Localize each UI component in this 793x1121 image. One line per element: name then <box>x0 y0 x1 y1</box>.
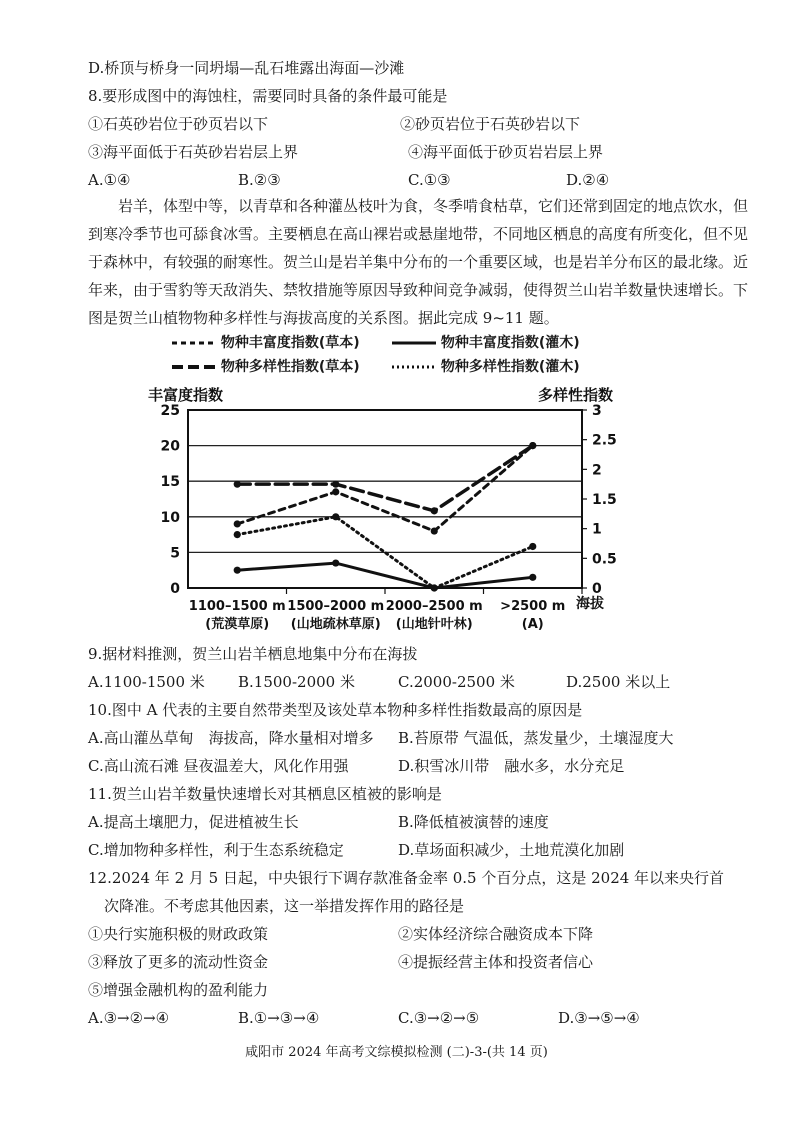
q8-condition-1: ①石英砂岩位于砂页岩以下 <box>88 115 269 133</box>
x-category-label: 2000–2500 m <box>385 599 483 614</box>
passage <box>88 192 748 332</box>
q11-option-a: A.提高土壤肥力，促进植被生长 <box>88 813 299 831</box>
q10-option-a: A.高山灌丛草甸 海拔高，降水量相对增多 <box>88 729 374 747</box>
chart-frame <box>188 410 582 588</box>
x-axis-title: 海拔 <box>576 596 604 612</box>
data-point <box>332 481 339 488</box>
data-point <box>332 513 339 520</box>
q8-condition-2: ②砂页岩位于石英砂岩以下 <box>400 115 581 133</box>
q8-option-d: D.②④ <box>566 171 610 189</box>
legend-item-shrub-richness <box>392 332 580 352</box>
legend-swatch-solid <box>392 338 436 348</box>
data-point <box>234 481 241 488</box>
q8-option-a: A.①④ <box>88 171 131 189</box>
q11-option-b: B.降低植被演替的速度 <box>398 813 549 831</box>
y-left-tick-label: 5 <box>170 545 180 562</box>
x-category-label: 1500–2000 m <box>287 599 385 614</box>
altitude-diversity-chart <box>0 380 793 640</box>
y-right-tick-label: 2 <box>592 462 602 479</box>
q12-choice-2: ②实体经济综合融资成本下降 <box>398 925 594 943</box>
legend-item-herb-diversity <box>172 356 360 376</box>
q12-option-a: A.③→②→④ <box>88 1009 170 1027</box>
plot-border <box>188 410 582 588</box>
question-9-stem: 9.据材料推测，贺兰山岩羊栖息地集中分布在海拔 <box>88 645 418 663</box>
q11-option-c: C.增加物种多样性，利于生态系统稳定 <box>88 841 344 859</box>
q8-condition-3: ③海平面低于石英砂岩岩层上界 <box>88 143 299 161</box>
q8-condition-4: ④海平面低于砂页岩岩层上界 <box>408 143 604 161</box>
y-right-axis-title: 多样性指数 <box>538 386 614 404</box>
legend-item-shrub-diversity <box>392 356 580 376</box>
q12-option-d: D.③→⑤→④ <box>558 1009 640 1027</box>
y-right-tick-label: 2.5 <box>592 432 617 449</box>
data-point <box>332 488 339 495</box>
data-point <box>529 574 536 581</box>
y-right-tick-label: 1 <box>592 521 602 538</box>
q12-choice-1: ①央行实施积极的财政政策 <box>88 925 269 943</box>
q12-option-b: B.①→③→④ <box>238 1009 320 1027</box>
legend-swatch-short-dash <box>172 338 216 348</box>
q10-option-b: B.苔原带 气温低，蒸发量少，土壤湿度大 <box>398 729 674 747</box>
x-categories <box>189 599 566 632</box>
q8-option-b: B.②③ <box>238 171 281 189</box>
data-point <box>234 520 241 527</box>
y-left-axis-title: 丰富度指数 <box>148 386 224 404</box>
series-line <box>237 563 533 588</box>
legend-label: 物种多样性指数(草本) <box>220 359 360 375</box>
q9-option-c: C.2000-2500 米 <box>398 673 515 691</box>
data-point <box>431 527 438 534</box>
question-12-stem-line-1: 12.2024 年 2 月 5 日起，中央银行下调存款准备金率 0.5 个百分点，这是 2024 年以来央行首 <box>88 869 725 887</box>
data-point <box>234 567 241 574</box>
q9-option-a: A.1100-1500 米 <box>88 673 205 691</box>
x-category-note: (荒漠草原) <box>205 617 270 632</box>
question-12-stem-line-2: 次降准。不考虑其他因素，这一举措发挥作用的路径是 <box>104 897 465 915</box>
x-category-note: (山地针叶林) <box>395 617 473 632</box>
y-left-tick-label: 0 <box>170 581 180 597</box>
q11-option-d: D.草场面积减少，土地荒漠化加剧 <box>398 841 625 859</box>
option-d-previous: D.桥顶与桥身一同坍塌—乱石堆露出海面—沙滩 <box>88 59 405 77</box>
passage-text: 岩羊，体型中等，以青草和各种灌丛枝叶为食，冬季啃食枯草，它们还常到固定的地点饮水，但到寒冷季节也可舔食冰雪。主要栖息在高山裸岩或悬崖地带，不同地区栖息的高度有所变化，但不见于森林中，有较强的耐寒性。贺兰山是岩羊集中分布的一个重要区域，也是岩羊分布区的最北缘。近年来，由于雪豹等天敌消失、禁牧措施等原因导致种间竞争减弱，使得贺兰山岩羊数量快速增长。下图是贺兰山植物物种多样性与海拔高度的关系图。据此完成 9~11 题。 <box>88 197 749 327</box>
data-point <box>431 584 438 591</box>
legend-label: 物种多样性指数(灌木) <box>440 359 580 375</box>
y-right-tick-label: 0.5 <box>592 551 617 568</box>
y-right-tick-label: 3 <box>592 403 602 419</box>
y-left-tick-label: 25 <box>160 403 180 419</box>
y-left-tick-label: 10 <box>160 509 180 526</box>
legend-label: 物种丰富度指数(草本) <box>220 335 360 351</box>
q9-option-d: D.2500 米以上 <box>566 673 671 691</box>
series-line <box>237 446 533 531</box>
legend-label: 物种丰富度指数(灌木) <box>440 335 580 351</box>
chart-grid <box>188 410 582 588</box>
q10-option-c: C.高山流石滩 昼夜温差大，风化作用强 <box>88 757 349 775</box>
series-line <box>237 446 533 511</box>
series-0 <box>234 442 537 535</box>
y-left-tick-label: 20 <box>160 438 180 455</box>
data-point <box>431 507 438 514</box>
legend-swatch-long-dash <box>172 362 216 372</box>
question-10-stem: 10.图中 A 代表的主要自然带类型及该处草本物种多样性指数最高的原因是 <box>88 701 583 719</box>
y-left-tick-label: 15 <box>160 474 180 491</box>
q9-option-b: B.1500-2000 米 <box>238 673 355 691</box>
question-11-stem: 11.贺兰山岩羊数量快速增长对其栖息区植被的影响是 <box>88 785 442 803</box>
q12-choice-3: ③释放了更多的流动性资金 <box>88 953 269 971</box>
q8-option-c: C.①③ <box>408 171 451 189</box>
question-8-stem: 8.要形成图中的海蚀柱，需要同时具备的条件最可能是 <box>88 87 448 105</box>
legend-item-herb-richness <box>172 332 360 352</box>
y-right-tick-label: 1.5 <box>592 492 617 508</box>
x-category-note: (A) <box>521 617 544 632</box>
page-footer: 咸阳市 2024 年高考文综模拟检测 (二)-3-(共 14 页) <box>245 1045 548 1060</box>
q12-option-c: C.③→②→⑤ <box>398 1009 480 1027</box>
legend-swatch-dotted <box>392 362 436 372</box>
data-point <box>332 559 339 566</box>
q10-option-d: D.积雪冰川带 融水多，水分充足 <box>398 757 625 775</box>
data-point <box>529 543 536 550</box>
x-category-label: >2500 m <box>500 599 566 614</box>
x-category-note: (山地疏林草原) <box>290 617 381 632</box>
x-category-label: 1100–1500 m <box>188 599 286 614</box>
q12-choice-5: ⑤增强金融机构的盈利能力 <box>88 981 269 999</box>
data-point <box>529 442 536 449</box>
q12-choice-4: ④提振经营主体和投资者信心 <box>398 953 594 971</box>
data-point <box>234 531 241 538</box>
series-2 <box>234 442 537 514</box>
y-right-tick-label: 0 <box>592 581 602 597</box>
